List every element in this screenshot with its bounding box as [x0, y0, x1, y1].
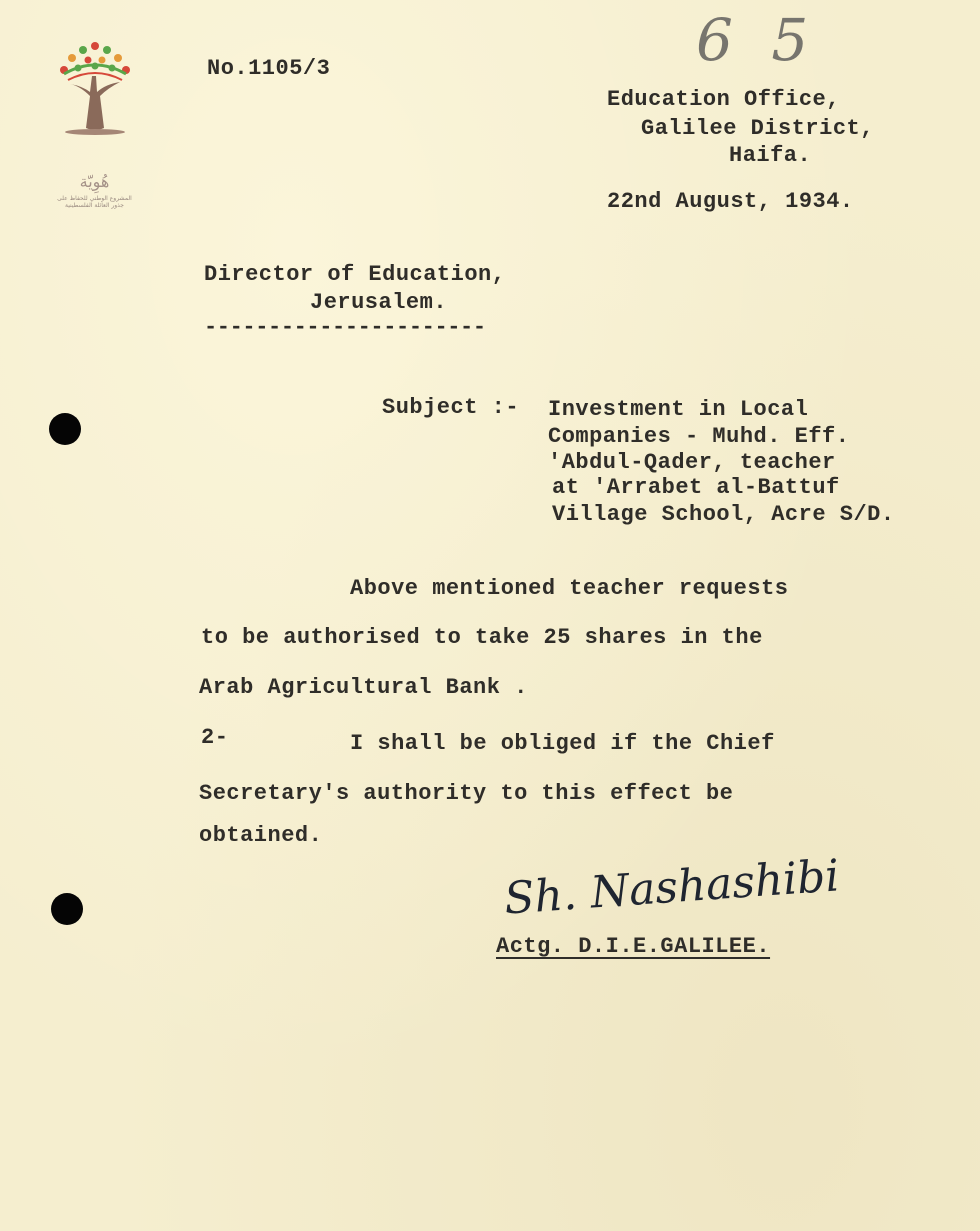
recipient-rule: ----------------------	[204, 315, 486, 340]
logo-arabic-name: هُوِيّة	[79, 172, 110, 191]
body-line6: obtained.	[199, 823, 323, 848]
letter-date: 22nd August, 1934.	[607, 189, 854, 214]
handwritten-signature: Sh. Nashashibi	[502, 850, 841, 925]
reference-number: No.1105/3	[207, 56, 331, 81]
subject-label: Subject :-	[382, 395, 520, 420]
body-line5: Secretary's authority to this effect be	[199, 781, 734, 806]
tree-logo-icon	[50, 36, 140, 136]
logo-caption-line1: المشروع الوطني للحفاظ على	[57, 195, 132, 203]
paragraph-number: 2-	[201, 725, 229, 750]
body-line2: to be authorised to take 25 shares in the	[201, 625, 763, 650]
sender-line3: Haifa.	[729, 143, 812, 168]
body-line1: Above mentioned teacher requests	[350, 576, 789, 601]
subject-line1: Investment in Local	[548, 397, 809, 422]
sender-line2: Galilee District,	[641, 116, 874, 141]
logo-caption-line2: جذور العائلة الفلسطينية	[65, 202, 124, 210]
body-line3: Arab Agricultural Bank .	[199, 675, 528, 700]
subject-line3: 'Abdul-Qader, teacher	[548, 450, 836, 475]
punch-hole-top	[49, 413, 81, 445]
sender-line1: Education Office,	[607, 87, 840, 112]
recipient-line2: Jerusalem.	[310, 290, 448, 315]
subject-line4: at 'Arrabet al-Battuf	[552, 475, 840, 500]
signatory-title: Actg. D.I.E.GALILEE.	[496, 934, 771, 959]
body-line4: I shall be obliged if the Chief	[350, 731, 775, 756]
subject-line5: Village School, Acre S/D.	[552, 502, 895, 527]
logo-caption	[42, 172, 147, 210]
folio-number: 6 5	[696, 6, 819, 74]
subject-line2: Companies - Muhd. Eff.	[548, 424, 850, 449]
punch-hole-bottom	[51, 893, 83, 925]
recipient-line1: Director of Education,	[204, 262, 506, 287]
